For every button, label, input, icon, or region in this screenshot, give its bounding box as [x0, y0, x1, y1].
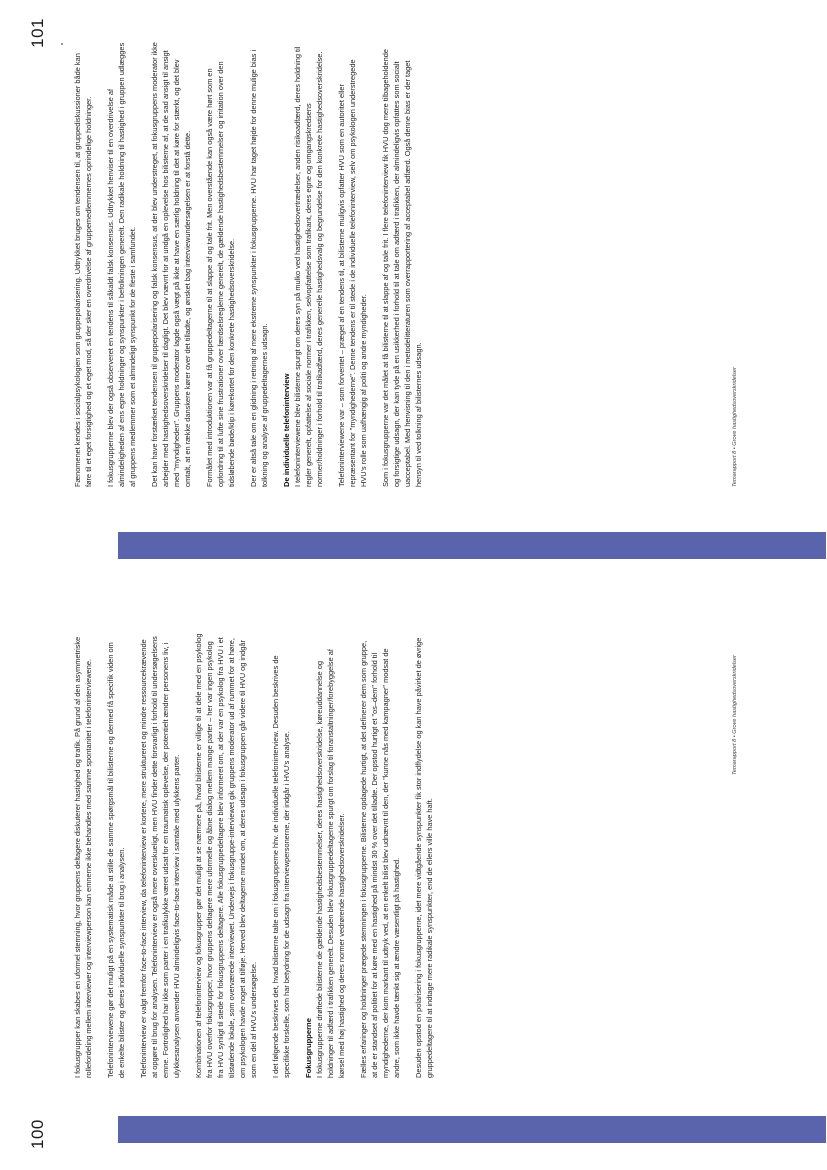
- paragraph: Desuden opstod en polarisering i fokusgrupperne, idet mere vidtgående synspunkter fik stor indflydelse og kan have påvirket de øvrige gruppedeltagere til at indtage mere radikale synspunkter, end de ellers ville have haft.: [414, 637, 434, 1078]
- right-text-column: [72, 42, 435, 487]
- paragraph: I fokusgrupperne blev der også observeret en tendens til såkaldt falsk konsensus. Udtrykket henviser til en overdrivelse af almindeligheden af ens egne holdninger og synspunkter i befolkningen generelt. Den radikale holdning til hastighed i gruppen udlægges af gruppens medlemmer som et almindeligt synspunkt for de fleste i samfundet.: [106, 42, 137, 487]
- paragraph: Der er altså tale om en glidning i retning af mere ekstreme synspunkter i fokusgrupperne. HVU har taget højde for denne mulige bias i tolkning og analyse af gruppedeltagernes udsagn.: [249, 49, 269, 487]
- paragraph: I telefoninterviewene blev bilisterne spurgt om deres syn på mulko ved hastighedsovertrædelser, anden risikoadfærd, deres holdning til regler generelt, opfattelse af sociale normer i trafikken, selvopfattelse som trafikant, deres egne og omgangskredsens normer/holdninger i forhold til trafikadfærd, deres generelle hastighedsvalg og begrundelse for den konkrete hastighedsoverskridelse.: [293, 46, 324, 487]
- paragraph: Fænomenet kendes i socialpsykologien som gruppepolarisering. Udtrykket bruges om tendensen til, at gruppediskussioner både kan føre til et eget forsigtighed og et eget mod, så der sker en overdrivelse af gruppemedlemmernes oprindelige holdninger.: [73, 53, 93, 487]
- page-color-bar-left: [118, 1116, 826, 1143]
- page-color-bar-right: [118, 532, 826, 559]
- paragraph: Fælles erfaringer og holdninger prægede stemningen i fokusgrupperne. Bilisterne opdagede hurtigt, at det definerer dem som gruppe, at de er standset af politiet for at køre med en hastighed på mindst 30 % over det tilladte. Der opstod hurtigt et "os–dem" forhold til myndighederne, der kom markant til udtryk ved, at en enkelt bilist blev udnævnt til den, der "kunne nås med kampagner" modsat de andre, som ikke havde tænkt sig at ændre væsentligt på hastighed.: [359, 640, 401, 1078]
- page-number-left: 100: [28, 1119, 47, 1149]
- paragraph: I det følgende beskrives det, hvad bilisterne talte om i fokusgrupperne hhv. de individuelle telefoninterview. Desuden beskrives de specifikke forskelle, som har betydning for de udsagn fra interviewpersonerne, der indgår i HVU's analyse.: [271, 655, 291, 1078]
- section-heading: De individuelle telefoninterview: [282, 373, 291, 487]
- paragraph: Det kan have forstærket tendensen til gruppepolarisering og falsk konsensus, at der blev understreget, at fokusgruppens moderator ikke arbejder med hastighedsoverskridelser til dagligt. Det blev nævnt for at undgå en oplevelse hos bilisterne af, at de sad ansigt til ansigt med "myndigheden". Gruppens moderator lagde også vægt på ikke at have en særlig holdning til det at køre for stærkt, og det blev omtalt, at en række danskere kører over det tilladte, og ønsket bag interviewundersøgelsen er at forstå dette.: [150, 42, 192, 487]
- page-footer-left: Temarapport 8 • Grove hastighedsoverskridelser: [732, 655, 738, 775]
- paragraph: Kombinationen af telefoninterview og fokusgrupper gør det muligt at se nærmere på, hvad bilisterne er villige til at dele med en psykolog fra HVU overfor fokusgrupper, hvor gruppens deltagere mere uformelle og åbne dialog mellem mange parter – her var ingen psykolog fra HVU synligt til stede for fokusgruppens deltagere. Alle fokusgruppedeltagere blev informeret om, at der var en psykolog fra HVU i et tilstødende lokale, som overværede interviewet. Undervejs i fokusgruppe-interviewet gik gruppens moderator ud af rummet for at høre, om psykologen havde noget at tilføje. Herved blev deltagerne mindet om, at deres udsagn i fokusgruppen går videre til HVU og indgår som en del af HVU's undersøgelse.: [194, 633, 258, 1078]
- page-number-right: 101: [28, 18, 47, 48]
- left-text-column: [72, 633, 446, 1078]
- paragraph: I fokusgrupper kan skabes en uformel stemning, hvor gruppens deltagere diskuterer hastighed og trafik. På grund af den asymmetriske rollefordeling mellem interviewer og interviewperson kan emnerne ikke behandles med samme spontanitet i telefoninterviewene.: [73, 636, 93, 1078]
- left-page: [0, 585, 827, 1170]
- paragraph: Telefoninterviewene gør det muligt på en systematisk måde at stille de samme spørgsmål til bilisterne og dermed få specifik viden om de enkelte bilister og deres individuelle synspunkter til brug i analysen.: [106, 642, 126, 1078]
- section-heading: Fokusgrupperne: [304, 1018, 313, 1078]
- paragraph: Som i fokusgrupperne var det målet at få bilisterne til at slappe af og tale frit. I flere telefoninterview fik HVU dog mere tilbageholdende og forsigtige udsagn, der kan tyde på en usikkerhed i forhold til at tale om adfærd i trafikken, der almindeligvis opfattes som socialt uacceptabel. Med henvisning til den i metodelitteraturen som overrapportering af acceptabel adfærd. Også denne bias er der taget hensyn til ved tolkning af bilisternes udsagn.: [381, 49, 423, 487]
- paragraph: Formålet med introduktionen var at få gruppedeltagerne til at slappe af og tale frit. Men overstående kan også være hørt som en opfordring til at lufte sine frustrationer over færdselsreglerne generelt, de gældende hastighedsbestemmelser og irritation over den tidsløbende bøde/klip i kørekortet for den konkrete hastighedsoverskridelse.: [205, 61, 236, 487]
- paragraph: Telefoninterviewene var – som forventet – præget af en tendens til, at bilisterne muligvis opfatter HVU som en autoritet eller repræsentant for "myndighederne". Denne tendens er til stede i de individuelle telefoninterview, selv om psykologen understregede HVU's rolle som uafhængig af politi og andre myndigheder.: [337, 59, 368, 487]
- paragraph: I fokusgrupperne drøftede bilisterne de gældende hastighedsbestemmelser, deres hastighedsoverskridelse, køreuddannelse og holdninger til adfærd i trafikken generelt. Desuden blev fokusgruppedeltagerne spurgt om forslag til foranstaltninger/forebyggelse af kørsel med høj hastighed og deres normer vedrørende hastighedsoverskridelser.: [315, 649, 346, 1078]
- paragraph: Telefoninterview er valgt fremfor face-to-face interview, da telefoninterview er kortere, mere struktureret og mindre ressourcekrævende at opgøre til brug for analysen. Telefoninterview er også mere overskueligt, men HVU finder dette forsvarligt i forhold til undersøgelsens emne. Fortrolighed har ikke som parter i en trafikulykke været udsat for en traumatisk oplevelse, der potentielt ændrer personens liv, i ulykkesanalysen anvender HVU almindeligvis face-to-face interview i samtale med ulykkens parter.: [139, 636, 181, 1078]
- page-footer-right: Temarapport 8 • Grove hastighedsoverskridelser: [732, 367, 738, 487]
